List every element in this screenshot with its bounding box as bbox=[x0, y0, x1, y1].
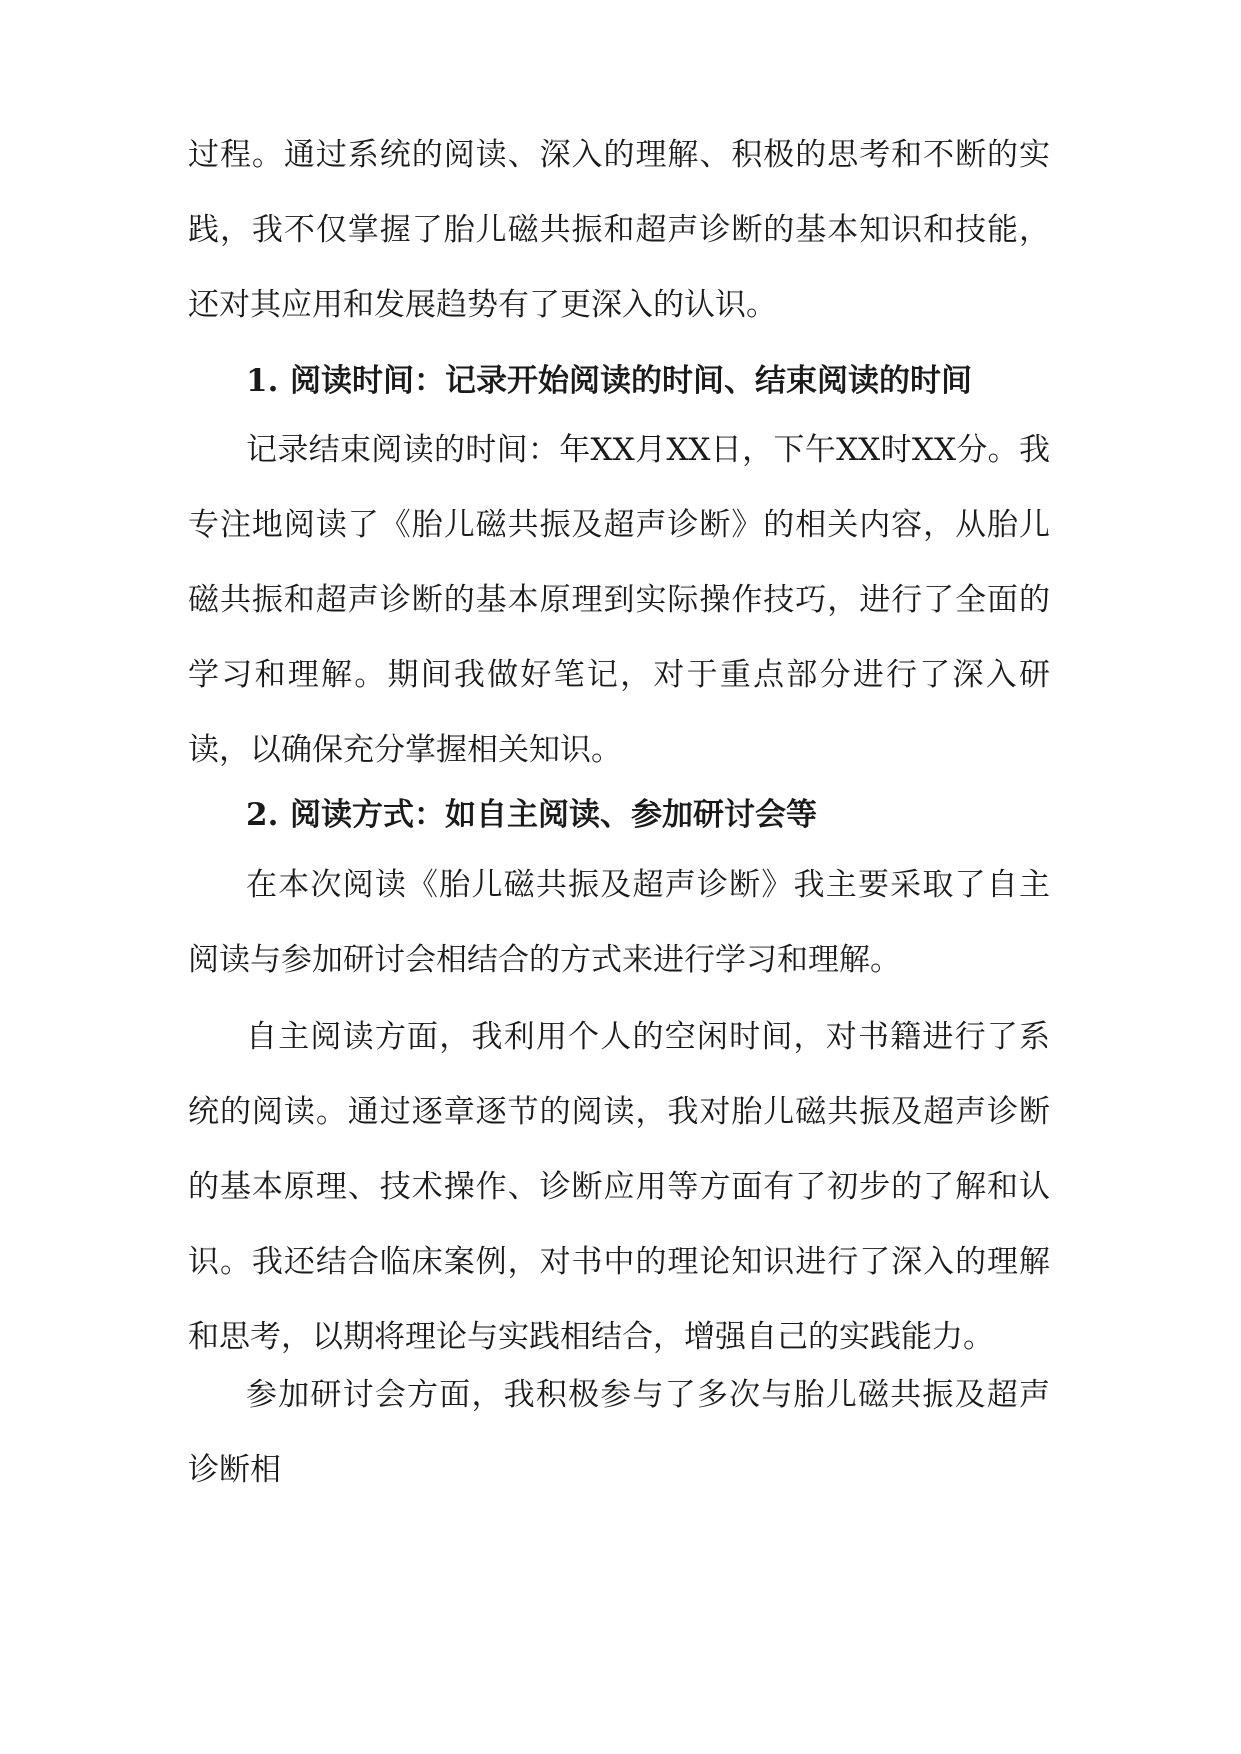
section-number: 1. bbox=[246, 363, 279, 399]
section-title: 阅读方式：如自主阅读、参加研讨会等 bbox=[290, 797, 817, 833]
section-number: 2. bbox=[246, 797, 279, 833]
paragraph-reading-time: 记录结束阅读的时间：年XX月XX日，下午XX时XX分。我专注地阅读了《胎儿磁共振及超声诊断》的相关内容，从胎儿磁共振和超声诊断的基本原理到实际操作技巧，进行了全面的学习和理解。期间我做好笔记，对于重点部分进行了深入研读，以确保充分掌握相关知识。 bbox=[188, 432, 1050, 768]
paragraph-reading-method: 在本次阅读《胎儿磁共振及超声诊断》我主要采取了自主阅读与参加研讨会相结合的方式来进行学习和理解。 bbox=[188, 867, 1050, 978]
paragraph-intro-continuation: 过程。通过系统的阅读、深入的理解、积极的思考和不断的实践，我不仅掌握了胎儿磁共振和超声诊断的基本知识和技能，还对其应用和发展趋势有了更深入的认识。 bbox=[188, 137, 1050, 323]
paragraph-seminar: 参加研讨会方面，我积极参与了多次与胎儿磁共振及超声诊断相 bbox=[188, 1377, 1050, 1488]
section-heading-1 bbox=[246, 344, 1066, 419]
paragraph-self-study: 自主阅读方面，我利用个人的空闲时间，对书籍进行了系统的阅读。通过逐章逐节的阅读，我对胎儿磁共振及超声诊断的基本原理、技术操作、诊断应用等方面有了初步的了解和认识。我还结合临床案例，对书中的理论知识进行了深入的理解和思考，以期将理论与实践相结合，增强自己的实践能力。 bbox=[188, 1019, 1050, 1355]
section-heading-2 bbox=[246, 778, 1066, 853]
section-title: 阅读时间：记录开始阅读的时间、结束阅读的时间 bbox=[290, 363, 972, 399]
